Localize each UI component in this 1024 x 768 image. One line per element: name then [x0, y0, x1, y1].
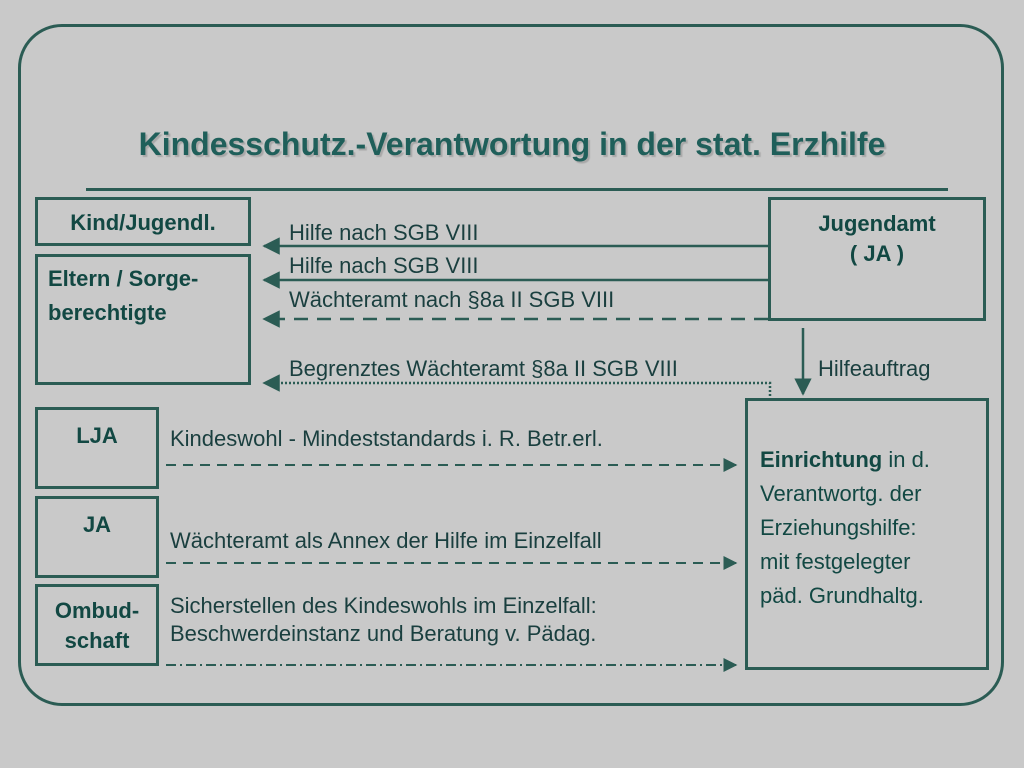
label-sicherstellen-line2: Beschwerdeinstanz und Beratung v. Pädag. [170, 621, 597, 646]
box-ombud-label-line2: schaft [64, 628, 130, 653]
box-jugendamt-label-line1: Jugendamt [818, 211, 936, 236]
box-ja-label: JA [82, 512, 112, 537]
label-sicherstellen-line1: Sicherstellen des Kindeswohls im Einzelfall: [170, 593, 597, 618]
einrichtung-line4: mit festgelegter [760, 549, 911, 574]
einrichtung-line5: päd. Grundhaltg. [760, 583, 924, 608]
label-waechteramt: Wächteramt nach §8a II SGB VIII [289, 287, 615, 312]
box-eltern-label-line2: berechtigte [48, 300, 167, 325]
label-hilfe-1: Hilfe nach SGB VIII [289, 220, 479, 245]
box-ombud-label-line1: Ombud- [54, 598, 140, 623]
label-annex: Wächteramt als Annex der Hilfe im Einzelfall [170, 528, 602, 553]
einrichtung-bold: Einrichtung [760, 447, 883, 472]
einrichtung-line3: Erziehungshilfe: [760, 515, 917, 540]
box-eltern-label-line1: Eltern / Sorge- [48, 266, 199, 291]
einrichtung-line2: Verantwortg. der [760, 481, 922, 506]
arrow-begrenztes-waechteramt [264, 383, 770, 396]
einrichtung-rest1: in d. [882, 447, 930, 472]
label-kindeswohl: Kindeswohl - Mindeststandards i. R. Betr.erl. [170, 426, 603, 451]
page-title: Kindesschutz.-Verantwortung in der stat. Erzhilfe [138, 126, 886, 162]
label-hilfeauftrag: Hilfeauftrag [818, 356, 931, 381]
box-jugendamt-label-line2: ( JA ) [849, 241, 905, 266]
box-lja-label: LJA [76, 423, 118, 448]
label-begrenztes-waechteramt: Begrenztes Wächteramt §8a II SGB VIII [289, 356, 678, 381]
box-kind-label: Kind/Jugendl. [70, 210, 216, 235]
label-hilfe-2: Hilfe nach SGB VIII [289, 253, 479, 278]
